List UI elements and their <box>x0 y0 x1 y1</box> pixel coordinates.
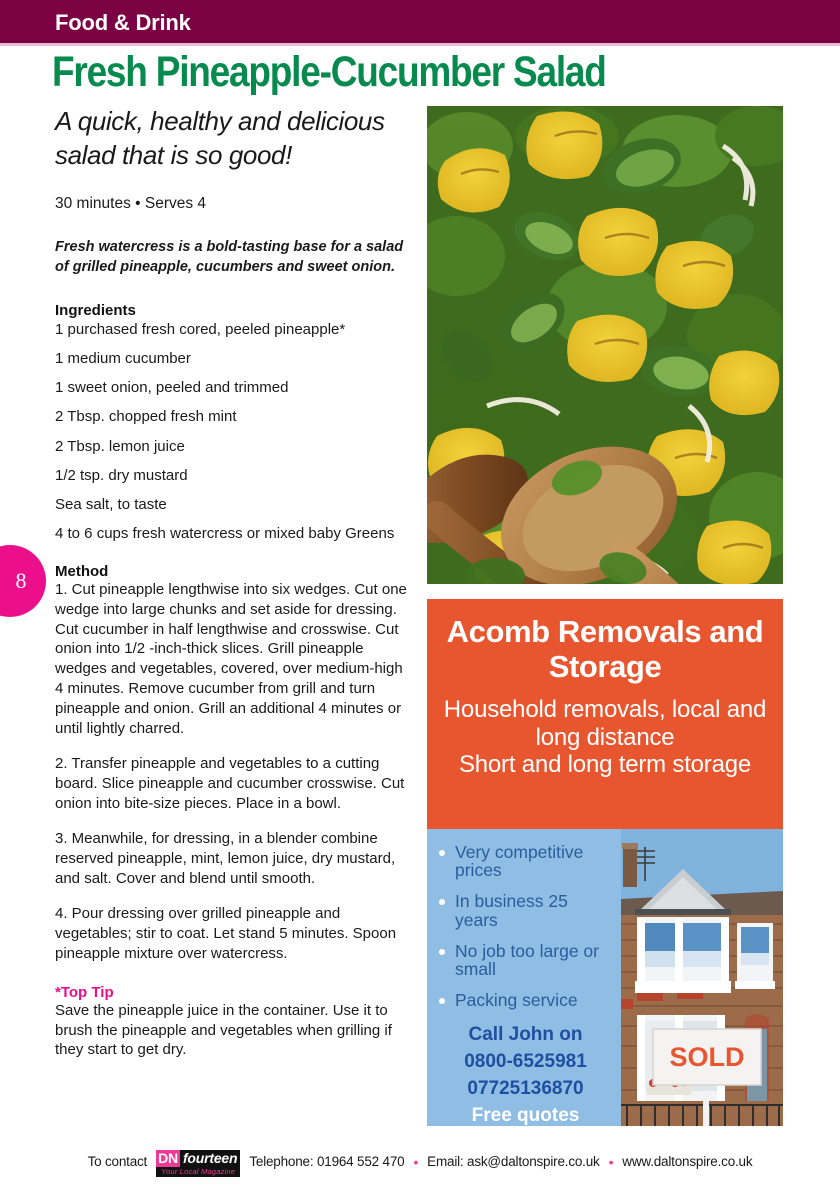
list-item: Very competitive prices <box>437 843 614 879</box>
terraced-house-illustration <box>621 829 783 1126</box>
advert-bullet-list <box>437 843 614 1009</box>
list-item: 1 purchased fresh cored, peeled pineapple* <box>55 320 346 338</box>
magazine-logo <box>156 1150 240 1177</box>
page-number-badge <box>0 545 46 617</box>
top-tip-heading: *Top Tip <box>55 983 114 1001</box>
list-item: 1 medium cucumber <box>55 349 191 367</box>
list-item: 2 Tbsp. chopped fresh mint <box>55 408 237 426</box>
advert-title: Acomb Removals and Storage <box>446 614 764 684</box>
footer-email[interactable]: Email: ask@daltonspire.co.uk <box>427 1154 600 1169</box>
advert-details <box>427 829 620 1126</box>
recipe-deck: A quick, healthy and delicious salad that is so good! <box>55 106 385 171</box>
list-item: No job too large or small <box>437 942 614 978</box>
header-divider-rule <box>0 43 840 46</box>
advert-header <box>427 599 783 829</box>
method-step: 3. Meanwhile, for dressing, in a blender combine reserved pineapple, mint, lemon juice, dry mustard, and salt. Cover and blend until smooth. <box>55 829 396 887</box>
list-item: Packing service <box>437 991 614 1009</box>
list-item: 1/2 tsp. dry mustard <box>55 466 188 484</box>
list-item: 4 to 6 cups fresh watercress or mixed baby Greens <box>55 525 395 543</box>
ingredients-heading: Ingredients <box>55 301 136 319</box>
method-heading: Method <box>55 562 109 580</box>
logo-dn-text: DN <box>158 1150 178 1166</box>
footer-website[interactable]: www.daltonspire.co.uk <box>622 1154 753 1169</box>
section-title: Food & Drink <box>55 10 191 35</box>
list-item: 2 Tbsp. lemon juice <box>55 437 185 455</box>
advert-subtitle: Household removals, local and long distance Short and long term storage <box>443 696 767 779</box>
page-number-value: 8 <box>15 568 27 593</box>
logo-tagline: Your Local Magazine <box>156 1167 240 1177</box>
ingredients-list <box>55 321 413 543</box>
advert-house-photo <box>621 829 783 1126</box>
footer-separator-dot: • <box>608 1153 614 1170</box>
advert-body <box>427 829 783 1126</box>
recipe-meta: 30 minutes • Serves 4 <box>55 194 207 212</box>
top-tip-body: Save the pineapple juice in the container. Use it to brush the pineapple and vegetables when grilling if they start to get dry. <box>55 1001 392 1059</box>
list-item: 1 sweet onion, peeled and trimmed <box>55 379 289 397</box>
footer-telephone: Telephone: 01964 552 470 <box>249 1154 405 1169</box>
method-step: 2. Transfer pineapple and vegetables to a cutting board. Slice pineapple and cucumber crosswise. Cut onion into bite-size pieces. Place in a bowl. <box>55 755 405 812</box>
advert-phone-freephone[interactable]: 0800-6525981 <box>464 1051 587 1073</box>
advert-contact-block <box>437 1022 614 1130</box>
advert-call-label: Call John on <box>468 1024 583 1046</box>
page-footer <box>0 1148 840 1175</box>
advert-phone-mobile[interactable]: 07725136870 <box>467 1078 584 1100</box>
recipe-photo <box>427 106 783 584</box>
footer-separator-dot: • <box>413 1153 419 1170</box>
logo-fourteen-text: fourteen <box>180 1150 240 1167</box>
salad-photo-illustration <box>427 106 783 584</box>
advert-free-quotes: Free quotes <box>471 1105 580 1127</box>
page-title: Fresh Pineapple-Cucumber Salad <box>52 48 606 96</box>
list-item: In business 25 years <box>437 892 614 928</box>
advertisement[interactable] <box>427 599 783 1126</box>
method-step: 4. Pour dressing over grilled pineapple and vegetables; stir to coat. Let stand 5 minutes. Spoon pineapple mixture over watercress. <box>55 904 397 962</box>
method-step: 1. Cut pineapple lengthwise into six wedges. Cut one wedge into large chunks and set aside for dressing. Cut cucumber in half lengthwise and crosswise. Cut onion into 1/2 -inch-thick slices. Grill pineapple wedges and vegetables, covered, over medium-high 4 minutes. Remove cucumber from grill and turn pineapple and onion. Grill an additional 4 minutes or until lightly charred. <box>55 580 407 738</box>
list-item: Sea salt, to taste <box>55 496 167 514</box>
footer-contact-prefix: To contact <box>87 1154 148 1169</box>
recipe-text-column <box>55 104 413 1060</box>
recipe-intro: Fresh watercress is a bold-tasting base for a salad of grilled pineapple, cucumbers and sweet onion. <box>55 238 404 275</box>
sold-sign-text: SOLD <box>669 1042 745 1072</box>
